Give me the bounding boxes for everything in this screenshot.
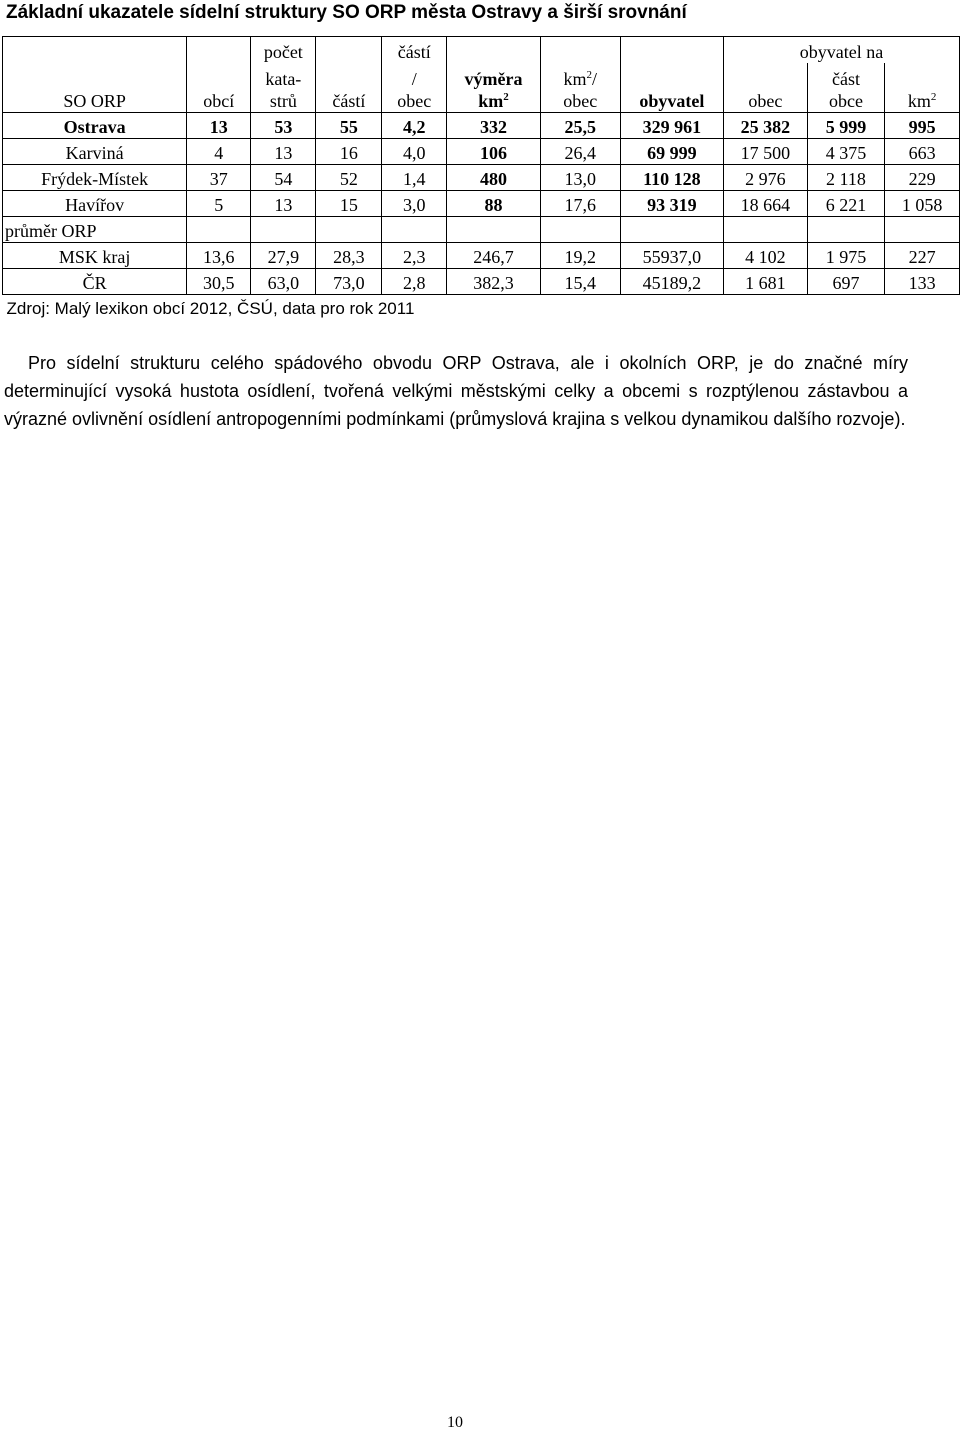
cell-na-cast: 6 221	[807, 191, 884, 217]
cell-katastru: 27,9	[251, 243, 316, 269]
cell-vymera: 382,3	[447, 269, 541, 295]
cell-na-obec: 4 102	[724, 243, 808, 269]
cell-obci: 5	[187, 191, 251, 217]
cell-na-obec: 2 976	[724, 165, 808, 191]
cell-na-cast: 1 975	[807, 243, 884, 269]
cell-obyvatel: 69 999	[620, 139, 723, 165]
cell-katastru	[251, 217, 316, 243]
header-blank	[620, 37, 723, 64]
cell-casti-obec: 2,3	[382, 243, 447, 269]
table-row	[3, 217, 960, 243]
header-vymera: výměra $km^2$	[447, 63, 541, 113]
cell-casti: 15	[316, 191, 382, 217]
header-pocet: počet	[251, 37, 316, 64]
cell-katastru: 54	[251, 165, 316, 191]
header-obyvatel-na: obyvatel na	[724, 37, 960, 64]
cell-na-cast: 697	[807, 269, 884, 295]
cell-na-obec: 1 681	[724, 269, 808, 295]
cell-name: Karviná	[3, 139, 187, 165]
table-row	[3, 269, 960, 295]
table-source: Zdroj: Malý lexikon obcí 2012, ČSÚ, data pro rok 2011	[6, 299, 415, 318]
cell-na-obec: 25 382	[724, 113, 808, 139]
cell-obci: 30,5	[187, 269, 251, 295]
cell-obyvatel: 110 128	[620, 165, 723, 191]
cell-obyvatel: 45189,2	[620, 269, 723, 295]
table-source-row	[3, 295, 960, 321]
cell-km2-obec: 25,5	[540, 113, 620, 139]
cell-name: MSK kraj	[3, 243, 187, 269]
cell-casti	[316, 217, 382, 243]
cell-obyvatel: 329 961	[620, 113, 723, 139]
cell-casti-obec: 1,4	[382, 165, 447, 191]
body-paragraph: Pro sídelní strukturu celého spádového obvodu ORP Ostrava, ale i okolních ORP, je do značné míry determinující vysoká hustota osídlení, tvořená velkými městskými celky a obcemi s rozptýlenou zástavbou a výrazné ovlivnění osídlení antropogenními podmínkami (průmyslová krajina s velkou dynamikou dalšího rozvoje).	[4, 353, 908, 429]
cell-casti: 55	[316, 113, 382, 139]
cell-casti-obec: 4,2	[382, 113, 447, 139]
header-obci: obcí	[187, 63, 251, 113]
table-body	[3, 113, 960, 295]
header-casti: částí	[316, 63, 382, 113]
cell-obci: 13,6	[187, 243, 251, 269]
header-na-cast: část obce	[807, 63, 884, 113]
cell-casti: 16	[316, 139, 382, 165]
cell-vymera: 246,7	[447, 243, 541, 269]
cell-obci: 37	[187, 165, 251, 191]
cell-na-km2: 227	[885, 243, 960, 269]
cell-katastru: 13	[251, 139, 316, 165]
cell-casti: 28,3	[316, 243, 382, 269]
cell-km2-obec: 15,4	[540, 269, 620, 295]
settlement-structure-table	[2, 36, 960, 320]
header-casti-obec-top: částí	[382, 37, 447, 64]
header-blank	[540, 37, 620, 64]
cell-na-km2: 1 058	[885, 191, 960, 217]
header-casti-obec: / obec	[382, 63, 447, 113]
cell-vymera: 480	[447, 165, 541, 191]
header-obyvatel: obyvatel	[620, 63, 723, 113]
cell-katastru: 53	[251, 113, 316, 139]
document-title: Základní ukazatele sídelní struktury SO ORP města Ostravy a širší srovnání	[6, 2, 687, 23]
cell-name: ČR	[3, 269, 187, 295]
header-km2-obec: $km^2/$ obec	[540, 63, 620, 113]
cell-casti: 52	[316, 165, 382, 191]
cell-name: Havířov	[3, 191, 187, 217]
cell-na-km2: 663	[885, 139, 960, 165]
cell-na-obec: 18 664	[724, 191, 808, 217]
cell-casti-obec	[382, 217, 447, 243]
cell-km2-obec: 19,2	[540, 243, 620, 269]
cell-casti-obec: 2,8	[382, 269, 447, 295]
cell-vymera: 88	[447, 191, 541, 217]
page-number: 10	[447, 1414, 463, 1431]
header-katastru: kata- strů	[251, 63, 316, 113]
cell-na-cast: 4 375	[807, 139, 884, 165]
table-row	[3, 165, 960, 191]
cell-km2-obec: 13,0	[540, 165, 620, 191]
cell-na-cast	[807, 217, 884, 243]
cell-km2-obec: 17,6	[540, 191, 620, 217]
cell-name: Ostrava	[3, 113, 187, 139]
cell-vymera	[447, 217, 541, 243]
cell-name: průměr ORP	[3, 217, 187, 243]
cell-obyvatel: 55937,0	[620, 243, 723, 269]
cell-obyvatel	[620, 217, 723, 243]
cell-name: Frýdek-Místek	[3, 165, 187, 191]
cell-na-km2: 133	[885, 269, 960, 295]
cell-km2-obec: 26,4	[540, 139, 620, 165]
header-na-km2: $km^2$	[885, 63, 960, 113]
cell-obci: 13	[187, 113, 251, 139]
cell-na-cast: 2 118	[807, 165, 884, 191]
cell-na-cast: 5 999	[807, 113, 884, 139]
header-row-top	[3, 37, 960, 64]
cell-obci	[187, 217, 251, 243]
header-blank	[187, 37, 251, 64]
cell-vymera: 332	[447, 113, 541, 139]
cell-obyvatel: 93 319	[620, 191, 723, 217]
cell-km2-obec	[540, 217, 620, 243]
header-na-obec: obec	[724, 63, 808, 113]
cell-na-obec	[724, 217, 808, 243]
table-row	[3, 243, 960, 269]
cell-na-km2: 229	[885, 165, 960, 191]
header-blank	[447, 37, 541, 64]
header-blank	[316, 37, 382, 64]
cell-obci: 4	[187, 139, 251, 165]
cell-casti-obec: 4,0	[382, 139, 447, 165]
header-so-orp: SO ORP	[3, 63, 187, 113]
cell-katastru: 63,0	[251, 269, 316, 295]
header-row	[3, 63, 960, 113]
cell-casti: 73,0	[316, 269, 382, 295]
cell-na-km2	[885, 217, 960, 243]
cell-casti-obec: 3,0	[382, 191, 447, 217]
cell-vymera: 106	[447, 139, 541, 165]
cell-na-km2: 995	[885, 113, 960, 139]
table-row	[3, 139, 960, 165]
header-blank	[3, 37, 187, 64]
cell-na-obec: 17 500	[724, 139, 808, 165]
table-row	[3, 191, 960, 217]
table-row	[3, 113, 960, 139]
cell-katastru: 13	[251, 191, 316, 217]
